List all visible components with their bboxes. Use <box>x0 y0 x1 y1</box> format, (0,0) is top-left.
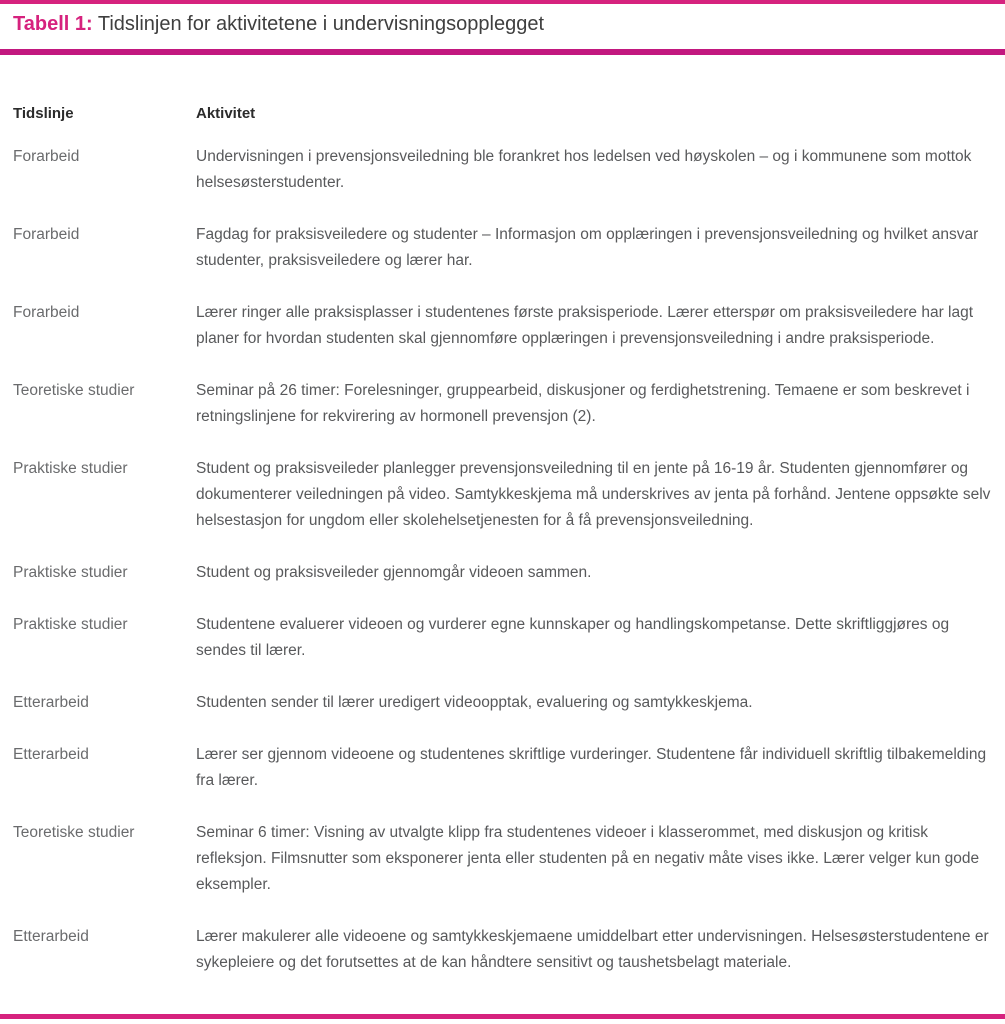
cell-activity: Fagdag for praksisveiledere og studenter – Informasjon om opplæringen i prevensjonsveiledning og hvilket ansvar studenter, praksisveiledere og lærer har. <box>196 226 979 269</box>
bottom-rule <box>0 1014 1005 1019</box>
cell-activity: Lærer makulerer alle videoene og samtykkeskjemaene umiddelbart etter undervisningen. Helsesøsterstudentene er sykepleiere og det forutsettes at de kan håndtere sensitivt og taushetsbelagt materiale. <box>196 928 989 971</box>
cell-timeline: Teoretiske studier <box>13 382 135 399</box>
table-row <box>13 742 991 820</box>
cell-timeline: Etterarbeid <box>13 694 89 711</box>
table-row <box>13 690 991 742</box>
table-row <box>13 144 991 222</box>
cell-activity: Seminar 6 timer: Visning av utvalgte klipp fra studentenes videoer i klasserommet, med diskusjon og kritisk refleksjon. Filmsnutter som eksponerer jenta eller studenten på en negativ måte vises ikke. Lærer velger kun gode eksempler. <box>196 824 980 893</box>
cell-timeline: Forarbeid <box>13 226 80 243</box>
table-row <box>13 378 991 456</box>
table-header-row <box>13 104 991 144</box>
table-row <box>13 612 991 690</box>
cell-activity: Lærer ringer alle praksisplasser i studentenes første praksisperiode. Lærer etterspør om praksisveiledere har lagt planer for hvordan studenten skal gjennomføre opplæringen i prevensjonsveiledning i andre praksisperiode. <box>196 304 974 347</box>
cell-activity: Undervisningen i prevensjonsveiledning ble forankret hos ledelsen ved høyskolen – og i kommunene som mottok helsesøsterstudenter. <box>196 148 972 191</box>
cell-timeline: Praktiske studier <box>13 564 128 581</box>
table-row <box>13 560 991 612</box>
cell-timeline: Teoretiske studier <box>13 824 135 841</box>
table-row <box>13 300 991 378</box>
cell-timeline: Praktiske studier <box>13 460 128 477</box>
cell-timeline: Praktiske studier <box>13 616 128 633</box>
table-row <box>13 222 991 300</box>
cell-activity: Student og praksisveileder planlegger prevensjonsveiledning til en jente på 16-19 år. Studenten gjennomfører og dokumenterer veiledningen på video. Samtykkeskjema må underskrives av jenta på forhånd. Jentene oppsøkte selv helsestasjon for ungdom eller skolehelsetjenesten for å få prevensjonsveiledning. <box>196 460 991 529</box>
cell-activity: Studentene evaluerer videoen og vurderer egne kunnskaper og handlingskompetanse. Dette skriftliggjøres og sendes til lærer. <box>196 616 950 659</box>
column-header-timeline: Tidslinje <box>13 105 74 122</box>
table-caption-label: Tabell 1: <box>13 13 93 35</box>
table-row <box>13 820 991 924</box>
table-row <box>13 924 991 976</box>
top-rule <box>0 0 1005 4</box>
cell-activity: Seminar på 26 timer: Forelesninger, gruppearbeid, diskusjoner og ferdighetstrening. Temaene er som beskrevet i retningslinjene for rekvirering av hormonell prevensjon (2). <box>196 382 970 425</box>
cell-activity: Lærer ser gjennom videoene og studentenes skriftlige vurderinger. Studentene får individuell skriftlig tilbakemelding fra lærer. <box>196 746 987 789</box>
table-caption <box>13 10 993 38</box>
cell-timeline: Forarbeid <box>13 304 80 321</box>
table-caption-text: Tidslinjen for aktivitetene i undervisningsopplegget <box>92 13 545 35</box>
column-header-activity: Aktivitet <box>196 105 256 122</box>
timeline-table <box>13 104 991 976</box>
cell-activity: Studenten sender til lærer uredigert videoopptak, evaluering og samtykkeskjema. <box>196 694 753 711</box>
caption-rule <box>0 49 1005 55</box>
cell-timeline: Etterarbeid <box>13 928 89 945</box>
cell-activity: Student og praksisveileder gjennomgår videoen sammen. <box>196 564 592 581</box>
table-row <box>13 456 991 560</box>
cell-timeline: Etterarbeid <box>13 746 89 763</box>
cell-timeline: Forarbeid <box>13 148 80 165</box>
